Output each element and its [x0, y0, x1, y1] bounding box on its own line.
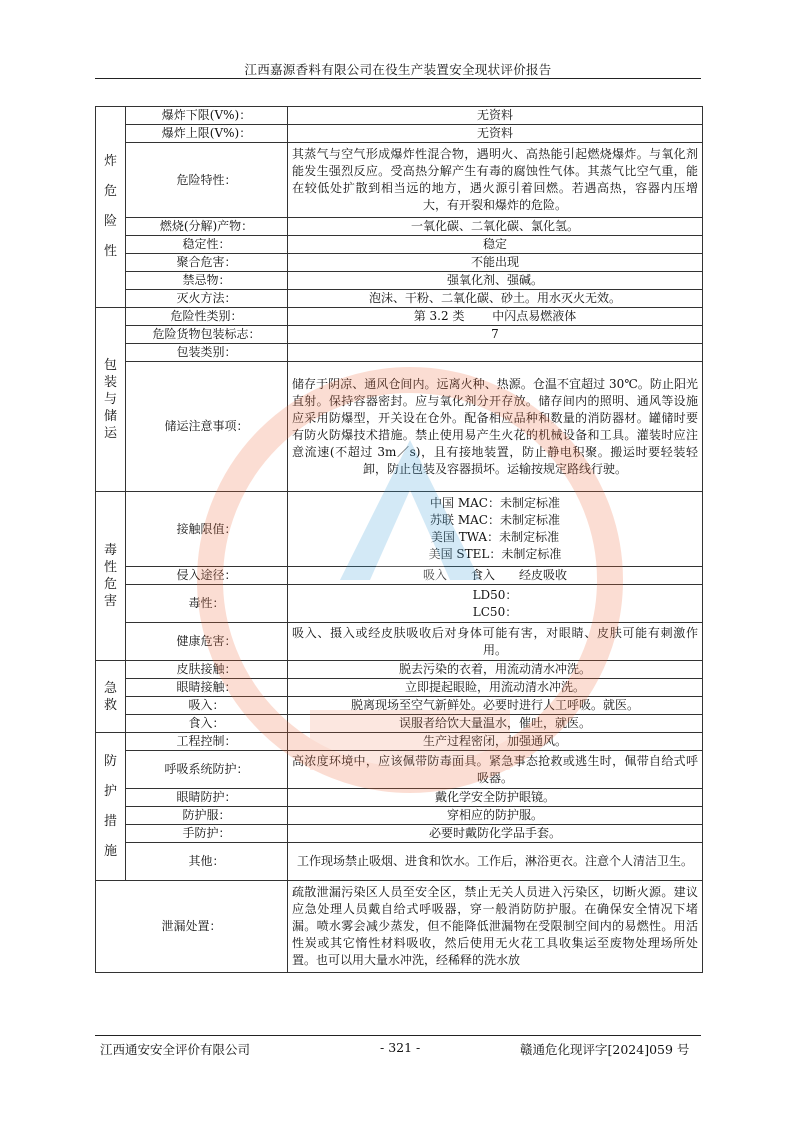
table-row: [96, 290, 703, 308]
exposure-limit-line: 美国 STEL：未制定标准: [428, 547, 562, 561]
row-label: 稳定性：: [126, 236, 288, 254]
row-value: 无资料: [288, 125, 703, 143]
table-row: [96, 218, 703, 236]
section-title-explosion: 炸 危 险 性: [96, 107, 126, 308]
row-value: 储存于阴凉、通风仓间内。远离火种、热源。仓温不宜超过 30℃。防止阳光直射。保持容器密封。应与氧化剂分开存放。储存间内的照明、通风等设施应采用防爆型，开关设在仓外。配备相应品种和数量的消防器材。罐储时要有防火防爆技术措施。禁止使用易产生火花的机械设备和工具。灌装时应注意流速(不超过 3m／s)，且有接地装置，防止静电积聚。搬运时要轻装轻卸，防止包装及容器损坏。运输按规定路线行驶。: [288, 362, 703, 492]
row-value: 生产过程密闭，加强通风。: [288, 733, 703, 751]
exposure-limit-line: 苏联 MAC：未制定标准: [430, 513, 560, 527]
table-row: [96, 733, 703, 751]
row-value: 泡沫、干粉、二氧化碳、砂土。用水灭火无效。: [288, 290, 703, 308]
row-value: [288, 492, 703, 567]
table-row: [96, 125, 703, 143]
table-row: [96, 843, 703, 881]
table-row: [96, 679, 703, 697]
table-row: [96, 623, 703, 661]
table-row: [96, 661, 703, 679]
row-label: 手防护：: [126, 825, 288, 843]
row-label: 吸入：: [126, 697, 288, 715]
row-label: 泄漏处置：: [96, 881, 288, 973]
section-title-packaging: 包装 与储 运: [96, 308, 126, 492]
row-label: 眼睛防护：: [126, 789, 288, 807]
row-value: 脱离现场至空气新鲜处。必要时进行人工呼吸。就医。: [288, 697, 703, 715]
table-row: [96, 585, 703, 623]
table-row: [96, 254, 703, 272]
toxicity-line: LD50：: [472, 587, 518, 602]
row-label: 危险性类别：: [126, 308, 288, 326]
exposure-limit-line: 中国 MAC：未制定标准: [430, 496, 560, 510]
row-value: [288, 585, 703, 623]
section-title-protection: 防 护 措 施: [96, 733, 126, 881]
table-row: [96, 326, 703, 344]
row-label: 禁忌物：: [126, 272, 288, 290]
row-value: 吸入、摄入或经皮肤吸收后对身体可能有害，对眼睛、皮肤可能有刺激作用。: [288, 623, 703, 661]
row-label: 爆炸下限(V%)：: [126, 107, 288, 125]
page-header-title: 江西嘉源香料有限公司在役生产装置安全现状评价报告: [244, 62, 552, 77]
footer-page-number: - 321 -: [380, 1040, 421, 1055]
row-value: 工作现场禁止吸烟、进食和饮水。工作后，淋浴更衣。注意个人清洁卫生。: [288, 843, 703, 881]
row-label: 侵入途径：: [126, 567, 288, 585]
table-row: [96, 567, 703, 585]
row-label: 工程控制：: [126, 733, 288, 751]
row-value: 无资料: [288, 107, 703, 125]
row-value: 7: [288, 326, 703, 344]
row-value: 不能出现: [288, 254, 703, 272]
table-row: [96, 715, 703, 733]
table-row: [96, 272, 703, 290]
row-value: 其蒸气与空气形成爆炸性混合物，遇明火、高热能引起燃烧爆炸。与氧化剂能发生强烈反应。受高热分解产生有毒的腐蚀性气体。其蒸气比空气重，能在较低处扩散到相当远的地方，遇火源引着回燃。若遇高热，容器内压增大，有开裂和爆炸的危险。: [288, 143, 703, 218]
footer-doc-number: 赣通危化现评字[2024]059 号: [520, 1042, 690, 1057]
footer-rule: [95, 1035, 701, 1036]
row-label: 防护服：: [126, 807, 288, 825]
row-label: 眼睛接触：: [126, 679, 288, 697]
row-label: 灭火方法：: [126, 290, 288, 308]
row-value: 第 3.2 类 中闪点易燃液体: [288, 308, 703, 326]
row-label: 接触限值：: [126, 492, 288, 567]
row-value: 必要时戴防化学品手套。: [288, 825, 703, 843]
row-value: 戴化学安全防护眼镜。: [288, 789, 703, 807]
table-row: [96, 881, 703, 973]
row-label: 储运注意事项：: [126, 362, 288, 492]
table-row: [96, 308, 703, 326]
msds-table: [95, 106, 703, 973]
row-label: 包装类别：: [126, 344, 288, 362]
row-label: 毒性：: [126, 585, 288, 623]
table-row: [96, 362, 703, 492]
row-value: 误服者给饮大量温水，催吐，就医。: [288, 715, 703, 733]
row-label: 爆炸上限(V%)：: [126, 125, 288, 143]
row-value: 强氧化剂、强碱。: [288, 272, 703, 290]
row-label: 食入：: [126, 715, 288, 733]
header-rule: [95, 78, 701, 79]
table-row: [96, 697, 703, 715]
row-label: 呼吸系统防护：: [126, 751, 288, 789]
footer-company: 江西通安安全评价有限公司: [100, 1042, 251, 1057]
row-value: [288, 344, 703, 362]
row-value: 高浓度环境中，应该佩带防毒面具。紧急事态抢救或逃生时，佩带自给式呼吸器。: [288, 751, 703, 789]
row-label: 燃烧(分解)产物：: [126, 218, 288, 236]
row-value: 疏散泄漏污染区人员至安全区，禁止无关人员进入污染区，切断火源。建议应急处理人员戴自给式呼吸器，穿一般消防防护服。在确保安全情况下堵漏。喷水雾会减少蒸发，但不能降低泄漏物在受限制空间内的易燃性。用活性炭或其它惰性材料吸收，然后使用无火花工具收集运至废物处理场所处置。也可以用大量水冲洗，经稀释的洗水放: [288, 881, 703, 973]
row-label: 健康危害：: [126, 623, 288, 661]
row-value: 脱去污染的衣着，用流动清水冲洗。: [288, 661, 703, 679]
row-value: 稳定: [288, 236, 703, 254]
table-row: [96, 344, 703, 362]
row-label: 皮肤接触：: [126, 661, 288, 679]
table-row: [96, 807, 703, 825]
row-value: 立即提起眼睑，用流动清水冲洗。: [288, 679, 703, 697]
table-row: [96, 143, 703, 218]
table-row: [96, 751, 703, 789]
row-label: 聚合危害：: [126, 254, 288, 272]
row-value: 穿相应的防护服。: [288, 807, 703, 825]
row-label: 危险特性：: [126, 143, 288, 218]
section-title-toxicity: 毒性 危害: [96, 492, 126, 661]
table-row: [96, 825, 703, 843]
table-row: [96, 492, 703, 567]
row-value: 吸入 食入 经皮吸收: [288, 567, 703, 585]
row-value: 一氧化碳、二氧化碳、氯化氢。: [288, 218, 703, 236]
table-row: [96, 789, 703, 807]
toxicity-line: LC50：: [472, 604, 518, 619]
table-row: [96, 236, 703, 254]
row-label: 危险货物包装标志：: [126, 326, 288, 344]
table-row: [96, 107, 703, 125]
row-label: 其他：: [126, 843, 288, 881]
exposure-limit-line: 美国 TWA：未制定标准: [430, 530, 560, 544]
section-title-firstaid: 急 救: [96, 661, 126, 733]
